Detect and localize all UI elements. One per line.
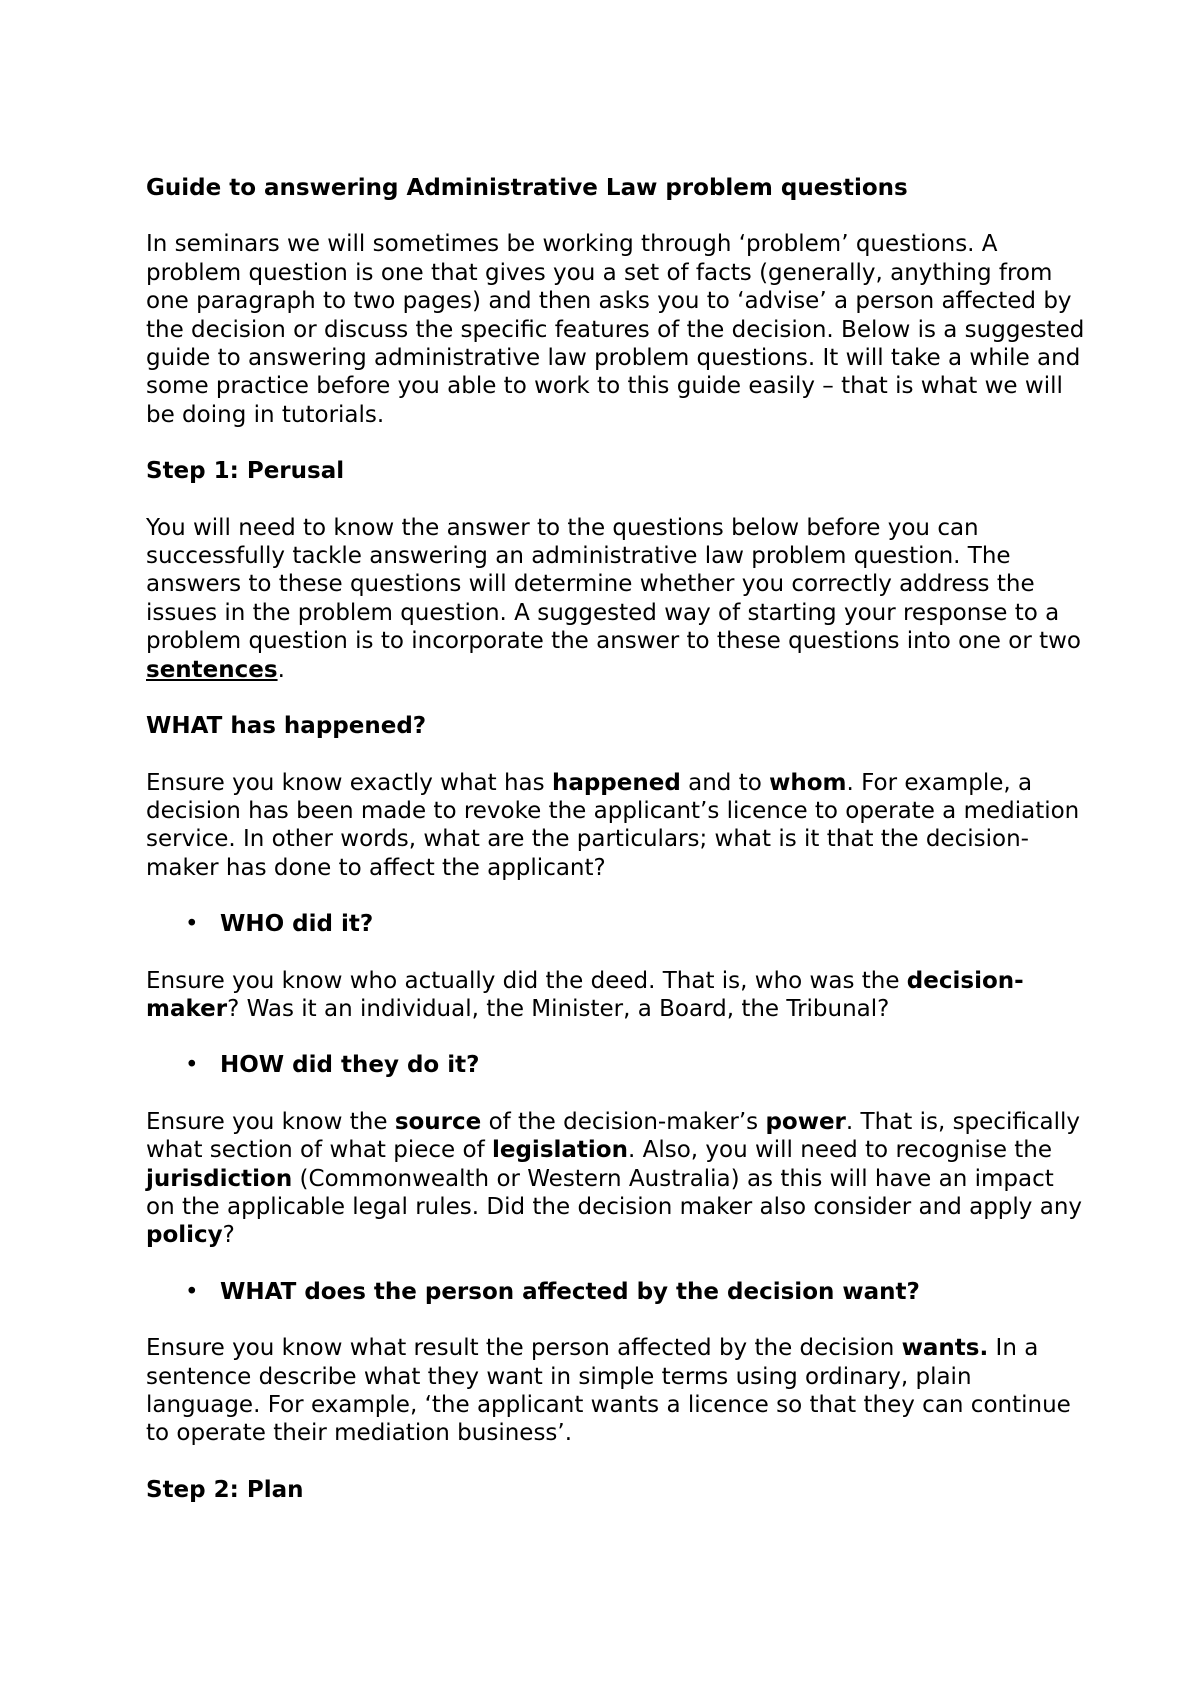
step-2-heading: Step 2: Plan [146,1476,304,1503]
want-bold-wants: wants. [901,1335,989,1362]
document-title: Guide to answering Administrative Law problem questions [146,175,908,201]
want-bullet [146,1278,1086,1306]
how-text-i: (Commonwealth or Western Australia) as this will have an impact on the applicable legal rules. Did the decision maker also consider and apply any [146,1165,1083,1220]
how-heading: HOW did they do it? [220,1052,480,1079]
step-1-text: You will need to know the answer to the questions below before you can successfully tackle answering an administrative law problem question. The answers to these questions will determine whether you correctly address the issues in the problem question. A suggested way of starting your response to a problem question is to incorporate the answer to these questions into one or two [146,514,1081,655]
what-bold-happened: happened [551,769,681,796]
how-text-g: . Also, you will need to recognise the [627,1137,1053,1164]
who-bold-decision-maker: decision-maker [146,967,1024,1022]
what-happened-paragraph [146,769,1086,883]
intro-paragraph: In seminars we will sometimes be working through ‘problem’ questions. A problem question is one that gives you a set of facts (generally, anything from one paragraph to two pages) and then asks you to ‘advise’ a person affected by the decision or discuss the specific features of the decision. Below is a suggested guide to answering administrative law problem questions. It will take a while and some practice before you able to work to this guide easily – that is what we will be doing in tutorials. [146,231,1085,428]
how-text-k: ? [222,1222,235,1249]
how-bold-source: source [394,1108,482,1135]
how-bold-policy: policy [146,1222,223,1249]
how-text-c: of the decision-maker’s [481,1108,766,1135]
what-text-a: Ensure you know exactly what has [146,769,552,796]
want-text-a: Ensure you know what result the person affected by the decision [146,1335,902,1362]
want-heading: WHAT does the person affected by the decision want? [220,1278,920,1305]
what-text-c: and to [680,769,770,796]
who-bullet [146,910,1086,938]
what-happened-heading: WHAT has happened? [146,713,427,740]
what-bold-whom: whom [769,769,847,796]
document-content [146,174,1086,1532]
step-1-heading: Step 1: Perusal [146,458,345,485]
how-text-e: . That is, specifically what section of what piece of [146,1108,1080,1164]
who-text-c: ? Was it an individual, the Minister, a Board, the Tribunal? [227,995,890,1022]
bullet-icon: • [185,911,199,938]
sentences-link[interactable]: sentences [146,656,278,683]
how-text-a: Ensure you know the [146,1108,395,1135]
step-1-text-end: . [277,656,285,683]
how-bold-jurisdiction: jurisdiction [146,1165,293,1192]
how-bullet [146,1051,1086,1079]
bullet-icon: • [185,1278,199,1305]
how-bold-power: power [765,1108,846,1135]
how-paragraph [146,1108,1086,1250]
what-text-e: . For example, a decision has been made to revoke the applicant’s licence to operate a mediation service. In other words, what are the particulars; what is it that the decision-maker has done to affect the applicant? [146,769,1080,881]
who-paragraph [146,967,1086,1024]
want-paragraph [146,1334,1086,1448]
who-text-a: Ensure you know who actually did the deed. That is, who was the [146,967,907,994]
want-text-c: In a sentence describe what they want in simple terms using ordinary, plain language. For example, ‘the applicant wants a licence so that they can continue to operate their mediation business’. [146,1335,1071,1447]
bullet-icon: • [185,1052,199,1079]
who-heading: WHO did it? [220,911,374,938]
step-1-paragraph [146,514,1086,684]
how-bold-legislation: legislation [491,1137,628,1164]
